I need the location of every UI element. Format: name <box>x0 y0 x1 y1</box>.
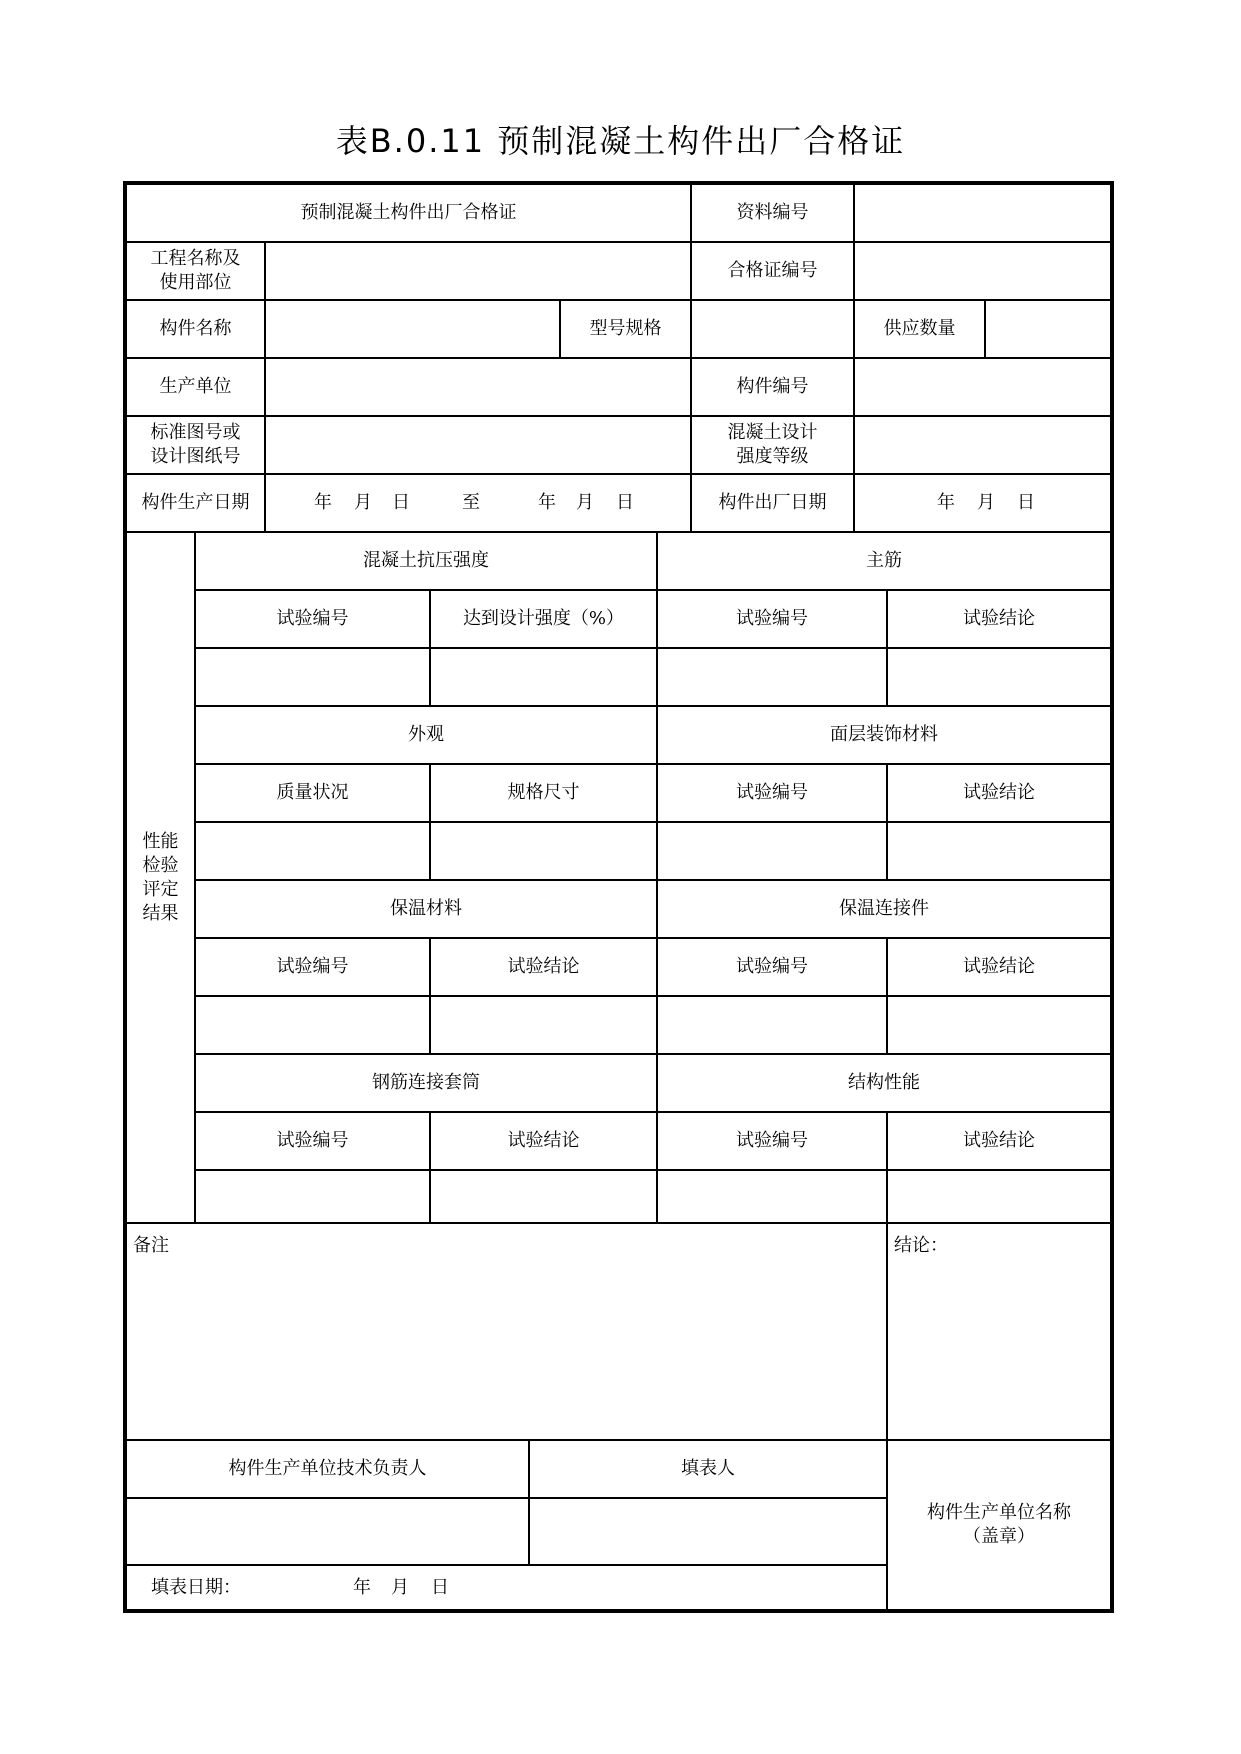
structural-test-no-header <box>657 1112 887 1170</box>
concrete-strength-header <box>195 532 657 590</box>
performance-section-label-cell <box>126 532 195 1223</box>
certificate-table <box>123 181 1114 1613</box>
cert-no-label: 合格证编号 <box>727 260 818 281</box>
insulation-material-header <box>195 880 657 938</box>
structural-performance-label: 结构性能 <box>848 1072 920 1093</box>
sleeve-test-no-label: 试验编号 <box>276 1130 349 1151</box>
remarks-label: 备注 <box>133 1235 169 1256</box>
cert-no-field[interactable] <box>854 242 1111 300</box>
main-rebar-label: 主筋 <box>866 550 902 571</box>
factory-year: 年 <box>937 492 955 513</box>
spec-dimension-label: 规格尺寸 <box>507 782 580 803</box>
component-name-field[interactable] <box>265 300 560 358</box>
quality-condition-field[interactable] <box>195 822 430 880</box>
concrete-strength-label: 混凝土抗压强度 <box>363 550 489 571</box>
producer-field[interactable] <box>265 358 691 416</box>
factory-date-label-cell <box>691 474 854 532</box>
insulation-test-no-header <box>195 938 430 996</box>
component-name-label: 构件名称 <box>159 318 232 339</box>
appearance-header <box>195 706 657 764</box>
insulation-connector-label: 保温连接件 <box>839 898 929 919</box>
component-no-label: 构件编号 <box>736 376 809 397</box>
concrete-test-no-field[interactable] <box>195 648 430 706</box>
finish-test-no-field[interactable] <box>657 822 887 880</box>
rebar-sleeve-header <box>195 1054 657 1112</box>
design-grade-label-cell <box>691 416 854 474</box>
insulation-material-label: 保温材料 <box>390 898 462 919</box>
connector-conclusion-field[interactable] <box>887 996 1111 1054</box>
fill-date-day: 日 <box>431 1576 449 1598</box>
producer-name-label: 构件生产单位名称 （盖章） <box>927 1502 1071 1547</box>
connector-test-no-header <box>657 938 887 996</box>
producer-label-cell <box>126 358 265 416</box>
prod-end-month: 月 <box>576 492 594 513</box>
project-label: 工程名称及 使用部位 <box>150 248 241 293</box>
rebar-conclusion-field[interactable] <box>887 648 1111 706</box>
factory-date-label: 构件出厂日期 <box>718 492 827 513</box>
component-no-field[interactable] <box>854 358 1111 416</box>
rebar-test-no-header <box>657 590 887 648</box>
factory-day: 日 <box>1017 492 1035 513</box>
performance-section-label: 性能 检验 评定 结果 <box>142 830 179 924</box>
quality-condition-header <box>195 764 430 822</box>
doc-no-field[interactable] <box>854 184 1111 242</box>
design-grade-field[interactable] <box>854 416 1111 474</box>
model-spec-label-cell <box>560 300 691 358</box>
rebar-sleeve-label: 钢筋连接套筒 <box>372 1072 480 1093</box>
prod-start-year: 年 <box>314 492 332 513</box>
prod-end-year: 年 <box>538 492 556 513</box>
tech-lead-header <box>126 1440 529 1498</box>
tech-lead-label: 构件生产单位技术负责人 <box>228 1458 427 1479</box>
model-spec-field[interactable] <box>691 300 854 358</box>
surface-finish-label: 面层装饰材料 <box>830 724 938 745</box>
connector-conclusion-label: 试验结论 <box>963 956 1035 977</box>
finish-test-no-header <box>657 764 887 822</box>
reach-design-strength-label: 达到设计强度（%） <box>462 608 625 629</box>
rebar-test-no-field[interactable] <box>657 648 887 706</box>
project-field[interactable] <box>265 242 691 300</box>
fill-date-month: 月 <box>391 1576 409 1598</box>
insulation-test-no-field[interactable] <box>195 996 430 1054</box>
surface-finish-header <box>657 706 1111 764</box>
quality-condition-label: 质量状况 <box>276 782 349 803</box>
component-name-label-cell <box>126 300 265 358</box>
prod-date-field[interactable] <box>265 474 691 532</box>
spec-dimension-header <box>430 764 657 822</box>
fill-date-year: 年 <box>353 1576 371 1598</box>
insulation-test-no-label: 试验编号 <box>276 956 349 977</box>
project-label-cell <box>126 242 265 300</box>
design-grade-label: 混凝土设计 强度等级 <box>727 422 818 467</box>
connector-conclusion-header <box>887 938 1111 996</box>
document-title: 表B.0.11 预制混凝土构件出厂合格证 <box>335 122 906 160</box>
structural-performance-header <box>657 1054 1111 1112</box>
finish-test-no-label: 试验编号 <box>736 782 808 803</box>
connector-test-no-label: 试验编号 <box>736 956 808 977</box>
connector-test-no-field[interactable] <box>657 996 887 1054</box>
spec-dimension-field[interactable] <box>430 822 657 880</box>
conclusion-label: 结论： <box>894 1235 948 1256</box>
insulation-conclusion-label: 试验结论 <box>507 956 580 977</box>
structural-conclusion-label: 试验结论 <box>963 1130 1035 1151</box>
main-rebar-header <box>657 532 1111 590</box>
structural-test-no-field[interactable] <box>657 1170 887 1223</box>
doc-no-label: 资料编号 <box>736 202 809 223</box>
structural-test-no-label: 试验编号 <box>736 1130 808 1151</box>
insulation-conclusion-field[interactable] <box>430 996 657 1054</box>
producer-seal-cell[interactable] <box>887 1440 1111 1610</box>
structural-conclusion-header <box>887 1112 1111 1170</box>
drawing-no-field[interactable] <box>265 416 691 474</box>
insulation-connector-header <box>657 880 1111 938</box>
supply-qty-label-cell <box>854 300 985 358</box>
filler-signature-field[interactable] <box>529 1498 887 1565</box>
sleeve-test-no-field[interactable] <box>195 1170 430 1223</box>
prod-date-label-cell <box>126 474 265 532</box>
finish-conclusion-label: 试验结论 <box>963 782 1035 803</box>
supply-qty-field[interactable] <box>985 300 1111 358</box>
sleeve-conclusion-header <box>430 1112 657 1170</box>
concrete-test-no-label: 试验编号 <box>276 608 349 629</box>
fill-date-label: 填表日期： <box>151 1576 241 1598</box>
remarks-field[interactable] <box>126 1223 887 1440</box>
conclusion-field[interactable] <box>887 1223 1111 1440</box>
sleeve-conclusion-field[interactable] <box>430 1170 657 1223</box>
filler-header <box>529 1440 887 1498</box>
prod-date-to: 至 <box>462 492 480 513</box>
rebar-conclusion-header <box>887 590 1111 648</box>
finish-conclusion-field[interactable] <box>887 822 1111 880</box>
drawing-no-label-cell <box>126 416 265 474</box>
prod-start-month: 月 <box>354 492 372 513</box>
tech-lead-signature-field[interactable] <box>126 1498 529 1565</box>
prod-date-label: 构件生产日期 <box>141 492 250 513</box>
structural-conclusion-field[interactable] <box>887 1170 1111 1223</box>
doc-no-label-cell <box>691 184 854 242</box>
finish-conclusion-header <box>887 764 1111 822</box>
form-name: 预制混凝土构件出厂合格证 <box>300 202 517 223</box>
appearance-label: 外观 <box>408 724 444 745</box>
producer-label: 生产单位 <box>159 376 232 397</box>
reach-design-strength-header <box>430 590 657 648</box>
cert-no-label-cell <box>691 242 854 300</box>
prod-end-day: 日 <box>616 492 634 513</box>
insulation-conclusion-header <box>430 938 657 996</box>
model-spec-label: 型号规格 <box>589 318 662 339</box>
filler-label: 填表人 <box>681 1458 735 1479</box>
sleeve-conclusion-label: 试验结论 <box>507 1130 580 1151</box>
fill-date-field[interactable] <box>126 1565 887 1610</box>
rebar-test-no-label: 试验编号 <box>736 608 808 629</box>
factory-month: 月 <box>977 492 995 513</box>
drawing-no-label: 标准图号或 设计图纸号 <box>150 422 241 467</box>
concrete-test-no-header <box>195 590 430 648</box>
component-no-label-cell <box>691 358 854 416</box>
sleeve-test-no-header <box>195 1112 430 1170</box>
reach-design-strength-field[interactable] <box>430 648 657 706</box>
prod-start-day: 日 <box>392 492 410 513</box>
supply-qty-label: 供应数量 <box>883 318 956 339</box>
rebar-conclusion-label: 试验结论 <box>963 608 1035 629</box>
form-name-cell <box>126 184 691 242</box>
factory-date-field[interactable] <box>854 474 1111 532</box>
